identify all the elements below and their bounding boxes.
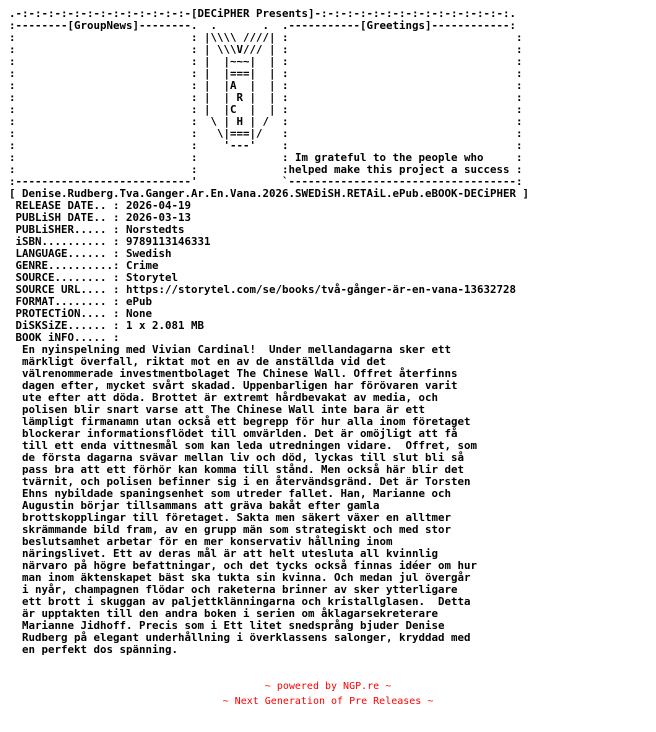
footer-powered-by: ~ powered by NGP.re ~: [264, 681, 392, 692]
nfo-text: .-:-:-:-:-:-:-:-:-:-:-:-:-:-[DECiPHER Presents]-:-:-:-:-:-:-:-:-:-:-:-:-:-:-:. :--------[GroupNews]--------. . . .-----------[Greetings]------------: : : |\\\\ ////| : : : : | \\\V/// | : : : : | |~~~| | : : : : | |===| | : : : : | |A | | : : : : | | R | | : : : : | |C | | : : : : \ | H | / : : : : \|===|/ : : : : '---' : : : : : Im grateful to the people who : : : :helped make this project a success : :---------------------------' `-----------------------------------: [ Denise.Rudberg.Tva.Ganger.Ar.En.Vana.2026.SWEDiSH.RETAiL.ePub.eBOOK-DECiPHER ] RELEASE DATE.. : 2026-04-19 PUBLiSH DATE.. : 2026-03-13 PUBLiSHER..... : Norstedts iSBN.......... : 9789113146331 LANGUAGE...... : Swedish GENRE..........: Crime SOURCE........ : Storytel SOURCE URL.... : https://storytel.com/se/books/två-gånger-är-en-vana-13632728 FORMAT........ : ePub PROTECTiON.... : None DiSKSiZE...... : 1 x 2.081 MB BOOK iNFO..... : En nyinspelning med Vivian Cardinal! Under mellandagarna sker ett märkligt överfall, riktat mot en av de anställda vid det välrenommerade investmentbolaget The Chinese Wall. Offret återfinns dagen efter, mycket svårt skadad. Uppenbarligen har förövaren varit ute efter att döda. Brottet är extremt hårdbevakat av media, och polisen blir snart varse att The Chinese Wall inte bara är ett lämpligt firmanamn utan också ett begrepp för hur alla inom företaget blockerar informationsflödet till omvärlden. Det är omöjligt att få till ett enda vittnesmål som kan leda utredningen vidare. Offret, som de första dagarna svävar mellan liv och död, lyckas till slut bli så pass bra att ett förhör kan komma till stånd. Men också här blir det tvärnit, och polisen befinner sig i en återvändsgränd. Det är Torsten Ehns nybildade spaningsenhet som utreder fallet. Han, Marianne och Augustin börjar tillsammans att gräva bakåt efter gamla brottskopplingar till företaget. Sakta men säkert växer en alltmer skrämmande bild fram, av en grupp män som strategiskt och med stor beslutsamhet arbetar för en mer konservativ hållning inom näringslivet. Ett av deras mål är att helt utesluta all kvinnlig närvaro på högre befattningar, och det tycks också finnas idéer om hur man inom äktenskapet bäst ska tukta sin kvinna. Och medan jul övergår i nyår, champagnen flödar och raketerna brinner av sker ytterligare ett brott i skuggan av paljettklänningarna och kristallglasen. Detta är upptakten till den andra boken i serien om åklagarsekreterare Marianne Jidhoff. Precis som i Ett litet snedsprång bjuder Denise Rudberg på elegant underhållning i överklassens salonger, kryddad med en perfekt dos spänning.: [9, 7, 530, 656]
footer-tagline: ~ Next Generation of Pre Releases ~: [222, 696, 434, 707]
